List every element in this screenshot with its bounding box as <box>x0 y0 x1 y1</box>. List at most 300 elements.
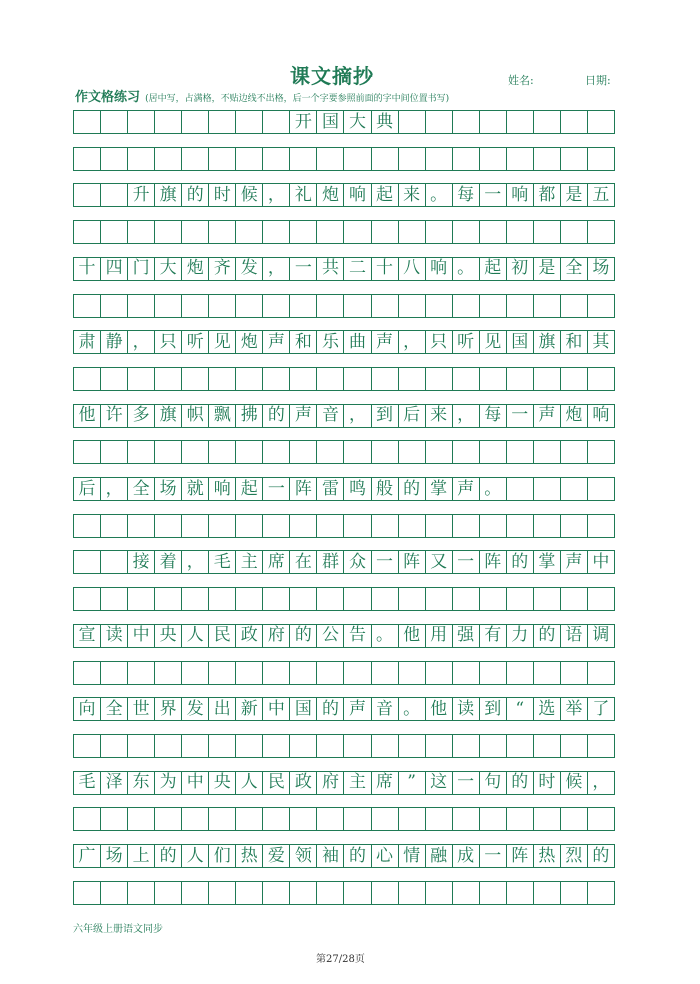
grid-cell: 的 <box>399 478 426 500</box>
grid-cell: 。 <box>453 258 480 280</box>
grid-cell <box>101 551 128 573</box>
grid-cell <box>182 221 209 243</box>
grid-cell <box>344 148 371 170</box>
grid-cell: 政 <box>290 772 317 794</box>
grid-cell: 是 <box>534 258 561 280</box>
grid-cell: 接 <box>128 551 155 573</box>
grid-cell <box>101 368 128 390</box>
grid-cell <box>101 808 128 830</box>
grid-cell <box>561 111 588 133</box>
grid-cell <box>290 662 317 684</box>
grid-cell: 声 <box>372 331 399 353</box>
grid-cell <box>480 441 507 463</box>
grid-cell: 发 <box>236 258 263 280</box>
grid-cell <box>317 221 344 243</box>
grid-cell <box>182 111 209 133</box>
grid-cell <box>426 148 453 170</box>
grid-cell: 成 <box>453 845 480 867</box>
grid-cell <box>588 808 615 830</box>
grid-cell: 拂 <box>236 405 263 427</box>
grid-cell <box>534 441 561 463</box>
grid-cell: ， <box>263 258 290 280</box>
practice-note: (居中写，占满格，不贴边线不出格，后一个字要参照前面的字中间位置书写) <box>145 94 450 104</box>
grid-cell <box>426 808 453 830</box>
grid-cell <box>155 111 182 133</box>
grid-cell <box>534 735 561 757</box>
grid-cell <box>480 515 507 537</box>
grid-cell: 上 <box>128 845 155 867</box>
grid-cell <box>344 808 371 830</box>
grid-cell: 出 <box>209 698 236 720</box>
grid-row <box>73 587 615 611</box>
grid-cell <box>426 735 453 757</box>
grid-cell <box>372 148 399 170</box>
grid-cell: 的 <box>534 625 561 647</box>
grid-cell: 的 <box>155 845 182 867</box>
grid-row <box>73 330 615 354</box>
grid-cell: 旗 <box>155 184 182 206</box>
grid-cell: ” <box>399 772 426 794</box>
grid-row <box>73 257 615 281</box>
grid-cell <box>101 735 128 757</box>
grid-cell <box>236 662 263 684</box>
grid-cell: 场 <box>155 478 182 500</box>
grid-cell: 爱 <box>263 845 290 867</box>
grid-cell: 一 <box>453 772 480 794</box>
grid-cell <box>453 588 480 610</box>
grid-cell: 主 <box>344 772 371 794</box>
grid-cell: 热 <box>236 845 263 867</box>
grid-cell <box>209 882 236 904</box>
grid-cell: 阵 <box>290 478 317 500</box>
grid-cell: 一 <box>453 551 480 573</box>
grid-cell <box>372 221 399 243</box>
grid-cell <box>372 735 399 757</box>
grid-cell <box>209 588 236 610</box>
grid-cell: 炮 <box>182 258 209 280</box>
grid-cell <box>588 295 615 317</box>
grid-cell <box>74 368 101 390</box>
grid-cell <box>236 735 263 757</box>
grid-cell <box>209 368 236 390</box>
grid-cell: 雷 <box>317 478 344 500</box>
grid-cell <box>263 221 290 243</box>
grid-cell <box>507 808 534 830</box>
grid-cell: 四 <box>101 258 128 280</box>
grid-cell <box>209 515 236 537</box>
grid-cell <box>155 441 182 463</box>
grid-cell <box>561 478 588 500</box>
grid-cell <box>155 882 182 904</box>
grid-cell: 广 <box>74 845 101 867</box>
grid-cell: 又 <box>426 551 453 573</box>
grid-cell <box>507 368 534 390</box>
grid-cell: 共 <box>317 258 344 280</box>
grid-cell: 候 <box>236 184 263 206</box>
grid-cell <box>426 295 453 317</box>
grid-cell <box>426 368 453 390</box>
grid-cell <box>263 441 290 463</box>
grid-cell <box>209 295 236 317</box>
grid-row <box>73 367 615 391</box>
grid-cell <box>182 368 209 390</box>
grid-cell: 旗 <box>155 405 182 427</box>
grid-cell: 起 <box>372 184 399 206</box>
grid-cell: ， <box>453 405 480 427</box>
grid-cell: 。 <box>426 184 453 206</box>
grid-cell <box>426 111 453 133</box>
grid-cell <box>453 662 480 684</box>
name-label: 姓名: <box>508 74 534 87</box>
grid-cell: 礼 <box>290 184 317 206</box>
page-title: 课文摘抄 <box>290 64 374 88</box>
grid-cell <box>263 588 290 610</box>
grid-cell: 声 <box>263 331 290 353</box>
grid-cell <box>101 882 128 904</box>
grid-cell <box>128 662 155 684</box>
practice-header <box>75 86 449 105</box>
grid-cell: 府 <box>317 772 344 794</box>
grid-cell <box>128 735 155 757</box>
grid-cell: 发 <box>182 698 209 720</box>
grid-cell <box>290 441 317 463</box>
grid-cell <box>561 735 588 757</box>
grid-cell: 是 <box>561 184 588 206</box>
grid-cell <box>155 588 182 610</box>
grid-cell: 到 <box>372 405 399 427</box>
grid-cell <box>263 295 290 317</box>
grid-cell <box>317 588 344 610</box>
grid-cell: 民 <box>263 772 290 794</box>
grid-cell <box>128 221 155 243</box>
grid-cell <box>101 148 128 170</box>
grid-cell: 全 <box>128 478 155 500</box>
grid-cell <box>534 478 561 500</box>
grid-cell: 用 <box>426 625 453 647</box>
grid-cell: 都 <box>534 184 561 206</box>
grid-cell: 东 <box>128 772 155 794</box>
grid-cell: 升 <box>128 184 155 206</box>
grid-cell <box>344 221 371 243</box>
grid-cell: 一 <box>290 258 317 280</box>
grid-cell <box>399 111 426 133</box>
grid-cell: 的 <box>290 625 317 647</box>
grid-cell <box>128 588 155 610</box>
grid-cell <box>263 111 290 133</box>
grid-cell <box>534 882 561 904</box>
grid-row <box>73 844 615 868</box>
grid-cell <box>588 662 615 684</box>
grid-cell <box>480 295 507 317</box>
grid-cell: 听 <box>453 331 480 353</box>
grid-cell: 人 <box>236 772 263 794</box>
grid-cell <box>561 368 588 390</box>
grid-cell <box>344 368 371 390</box>
grid-cell: 只 <box>426 331 453 353</box>
grid-cell <box>507 221 534 243</box>
grid-row <box>73 404 615 428</box>
grid-cell <box>453 882 480 904</box>
grid-cell <box>588 882 615 904</box>
grid-cell <box>290 808 317 830</box>
grid-cell: 泽 <box>101 772 128 794</box>
grid-cell: 在 <box>290 551 317 573</box>
grid-cell <box>236 441 263 463</box>
grid-cell: 的 <box>588 845 615 867</box>
grid-cell <box>561 515 588 537</box>
grid-cell: 后 <box>74 478 101 500</box>
grid-cell <box>372 588 399 610</box>
grid-cell: 世 <box>128 698 155 720</box>
grid-cell <box>588 441 615 463</box>
grid-cell <box>399 515 426 537</box>
grid-cell <box>209 148 236 170</box>
grid-cell: 的 <box>182 184 209 206</box>
grid-cell <box>101 515 128 537</box>
grid-cell: 一 <box>480 845 507 867</box>
grid-cell: 。 <box>399 698 426 720</box>
grid-cell <box>507 588 534 610</box>
grid-cell <box>399 221 426 243</box>
grid-cell <box>209 662 236 684</box>
grid-cell: 的 <box>507 772 534 794</box>
grid-cell: 一 <box>507 405 534 427</box>
grid-cell <box>236 588 263 610</box>
grid-cell: 们 <box>209 845 236 867</box>
grid-cell: 中 <box>263 698 290 720</box>
grid-cell: 政 <box>236 625 263 647</box>
grid-cell <box>182 808 209 830</box>
grid-cell <box>561 221 588 243</box>
grid-cell <box>344 735 371 757</box>
grid-cell <box>155 735 182 757</box>
grid-cell <box>236 221 263 243</box>
grid-cell: 其 <box>588 331 615 353</box>
grid-cell <box>588 515 615 537</box>
grid-cell <box>263 735 290 757</box>
grid-cell <box>507 478 534 500</box>
grid-cell: 掌 <box>426 478 453 500</box>
grid-cell <box>182 515 209 537</box>
grid-cell: 力 <box>507 625 534 647</box>
grid-cell <box>561 882 588 904</box>
grid-cell <box>74 735 101 757</box>
grid-cell: 见 <box>209 331 236 353</box>
grid-row <box>73 881 615 905</box>
grid-cell <box>74 295 101 317</box>
grid-cell <box>372 515 399 537</box>
grid-row <box>73 294 615 318</box>
grid-cell <box>534 808 561 830</box>
grid-cell: 举 <box>561 698 588 720</box>
grid-cell <box>426 515 453 537</box>
grid-cell: 全 <box>101 698 128 720</box>
grid-cell: 多 <box>128 405 155 427</box>
grid-cell: ， <box>182 551 209 573</box>
grid-cell <box>588 368 615 390</box>
grid-cell: 炮 <box>561 405 588 427</box>
grid-cell <box>507 662 534 684</box>
grid-cell: 响 <box>507 184 534 206</box>
grid-cell <box>74 808 101 830</box>
grid-row <box>73 514 615 538</box>
grid-cell: 的 <box>507 551 534 573</box>
grid-cell: 后 <box>399 405 426 427</box>
grid-cell <box>426 662 453 684</box>
grid-cell: 起 <box>480 258 507 280</box>
grid-cell: 乐 <box>317 331 344 353</box>
grid-cell <box>263 808 290 830</box>
grid-cell <box>74 882 101 904</box>
grid-cell <box>344 662 371 684</box>
grid-cell <box>453 295 480 317</box>
grid-cell: 曲 <box>344 331 371 353</box>
grid-row <box>73 183 615 207</box>
grid-cell <box>588 148 615 170</box>
grid-cell <box>155 148 182 170</box>
grid-cell <box>317 295 344 317</box>
grid-cell <box>236 368 263 390</box>
grid-cell: 时 <box>209 184 236 206</box>
grid-cell <box>344 882 371 904</box>
grid-cell <box>561 662 588 684</box>
grid-cell <box>155 515 182 537</box>
grid-cell <box>74 148 101 170</box>
grid-cell: 读 <box>101 625 128 647</box>
grid-cell: 鸣 <box>344 478 371 500</box>
grid-cell <box>128 368 155 390</box>
grid-cell: ， <box>101 478 128 500</box>
grid-cell: 府 <box>263 625 290 647</box>
grid-row <box>73 807 615 831</box>
grid-cell: 响 <box>344 184 371 206</box>
grid-cell: 句 <box>480 772 507 794</box>
grid-cell <box>236 515 263 537</box>
grid-cell <box>399 735 426 757</box>
grid-cell: 。 <box>372 625 399 647</box>
grid-cell <box>453 221 480 243</box>
grid-cell: 宣 <box>74 625 101 647</box>
grid-cell <box>372 295 399 317</box>
grid-cell <box>344 515 371 537</box>
grid-cell <box>317 441 344 463</box>
grid-cell: 二 <box>344 258 371 280</box>
grid-cell: 旗 <box>534 331 561 353</box>
grid-cell <box>453 148 480 170</box>
grid-cell: 响 <box>588 405 615 427</box>
grid-cell: 有 <box>480 625 507 647</box>
grid-cell: 阵 <box>399 551 426 573</box>
grid-cell: ， <box>588 772 615 794</box>
grid-cell: 的 <box>344 845 371 867</box>
grid-cell <box>372 441 399 463</box>
grid-cell: 典 <box>372 111 399 133</box>
grid-cell <box>290 515 317 537</box>
grid-cell <box>74 221 101 243</box>
grid-cell: 领 <box>290 845 317 867</box>
grid-cell: 中 <box>182 772 209 794</box>
grid-cell <box>399 882 426 904</box>
grid-cell: ， <box>399 331 426 353</box>
grid-cell: 掌 <box>534 551 561 573</box>
grid-cell: 来 <box>426 405 453 427</box>
grid-row <box>73 661 615 685</box>
grid-cell: 听 <box>182 331 209 353</box>
grid-cell: 和 <box>290 331 317 353</box>
grid-cell <box>399 808 426 830</box>
grid-cell <box>290 735 317 757</box>
grid-cell <box>453 735 480 757</box>
grid-cell: 门 <box>128 258 155 280</box>
grid-cell <box>534 295 561 317</box>
grid-cell <box>507 735 534 757</box>
grid-cell: 热 <box>534 845 561 867</box>
grid-cell <box>317 368 344 390</box>
grid-cell <box>507 441 534 463</box>
grid-cell <box>453 111 480 133</box>
grid-cell: 全 <box>561 258 588 280</box>
grid-cell <box>290 295 317 317</box>
grid-row <box>73 734 615 758</box>
grid-cell: 来 <box>399 184 426 206</box>
grid-cell <box>399 441 426 463</box>
grid-cell: 般 <box>372 478 399 500</box>
grid-cell: 开 <box>290 111 317 133</box>
grid-cell <box>399 368 426 390</box>
grid-cell <box>317 148 344 170</box>
grid-cell <box>263 368 290 390</box>
grid-cell <box>317 735 344 757</box>
grid-cell <box>74 588 101 610</box>
grid-cell <box>372 368 399 390</box>
grid-cell: 这 <box>426 772 453 794</box>
grid-cell: 群 <box>317 551 344 573</box>
grid-cell <box>236 295 263 317</box>
grid-cell <box>426 882 453 904</box>
grid-cell: 阵 <box>507 845 534 867</box>
grid-cell <box>209 441 236 463</box>
grid-cell <box>426 588 453 610</box>
grid-cell: 到 <box>480 698 507 720</box>
grid-cell <box>561 808 588 830</box>
grid-cell: 大 <box>155 258 182 280</box>
grid-cell <box>209 735 236 757</box>
grid-cell <box>507 148 534 170</box>
grid-cell: 国 <box>507 331 534 353</box>
grid-cell: 一 <box>480 184 507 206</box>
grid-cell <box>344 295 371 317</box>
grid-cell <box>74 515 101 537</box>
grid-row <box>73 147 615 171</box>
grid-cell <box>128 882 155 904</box>
grid-cell: 语 <box>561 625 588 647</box>
grid-cell <box>453 441 480 463</box>
grid-cell: 读 <box>453 698 480 720</box>
grid-cell: 他 <box>426 698 453 720</box>
grid-cell <box>182 588 209 610</box>
grid-cell <box>155 295 182 317</box>
grid-cell <box>263 882 290 904</box>
grid-cell <box>263 148 290 170</box>
grid-cell: 的 <box>317 698 344 720</box>
grid-cell <box>182 662 209 684</box>
grid-cell: 中 <box>588 551 615 573</box>
grid-cell <box>507 882 534 904</box>
grid-cell: 席 <box>263 551 290 573</box>
grid-cell: 为 <box>155 772 182 794</box>
grid-cell <box>507 515 534 537</box>
grid-cell: 声 <box>344 698 371 720</box>
